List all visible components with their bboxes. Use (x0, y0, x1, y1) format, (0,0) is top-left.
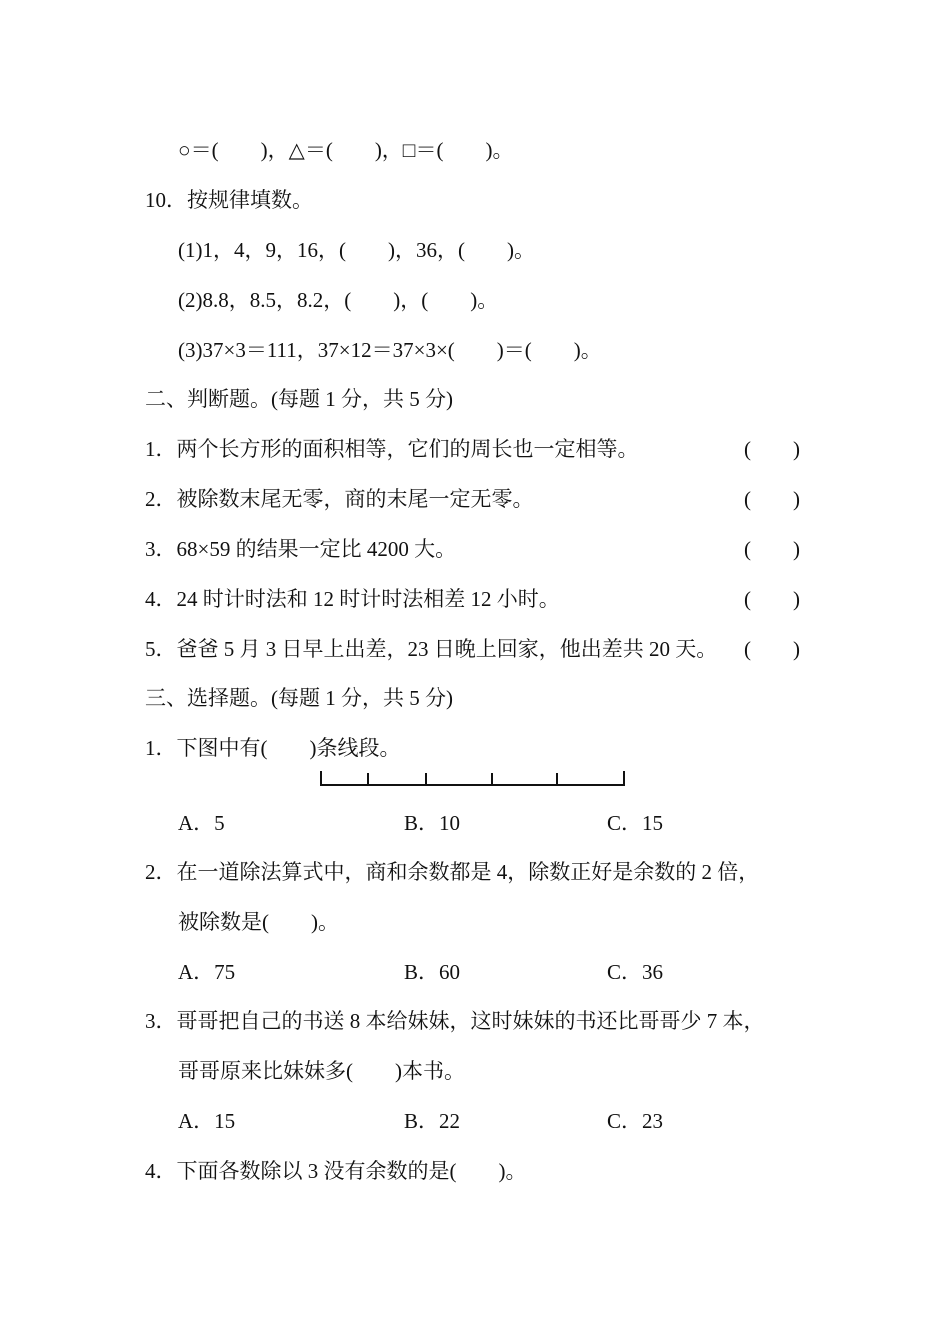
q1-option-a: A．5 (178, 811, 225, 835)
prev-question-answer-line: ○＝( )，△＝( )，□＝( )。 (178, 138, 514, 162)
judge-item-4-answer-paren: ( ) (744, 587, 800, 611)
section-2-heading: 二、判断题。(每题 1 分，共 5 分) (145, 387, 453, 411)
judge-item-2: 2．被除数末尾无零，商的末尾一定无零。 (145, 487, 534, 511)
section-3-heading: 三、选择题。(每题 1 分，共 5 分) (145, 686, 453, 710)
judge-item-5: 5．爸爸 5 月 3 日早上出差，23 日晚上回家，他出差共 20 天。 (145, 637, 718, 661)
judge-item-3-answer-paren: ( ) (744, 537, 800, 561)
q3-option-b: B．22 (404, 1109, 461, 1133)
question-10-item-3: (3)37×3＝111，37×12＝37×3×( )＝( )。 (178, 338, 602, 362)
question-10-item-1: (1)1，4，9，16，( )，36，( )。 (178, 238, 535, 262)
judge-item-1: 1．两个长方形的面积相等，它们的周长也一定相等。 (145, 437, 639, 461)
q2-option-b: B．60 (404, 960, 461, 984)
q3-option-a: A．15 (178, 1109, 236, 1133)
judge-item-5-answer-paren: ( ) (744, 637, 800, 661)
choice-question-3-line-1: 3．哥哥把自己的书送 8 本给妹妹，这时妹妹的书还比哥哥少 7 本， (145, 1009, 765, 1033)
choice-question-3-line-2: 哥哥原来比妹妹多( )本书。 (178, 1059, 465, 1083)
choice-question-2-line-2: 被除数是( )。 (178, 910, 339, 934)
judge-item-3: 3．68×59 的结果一定比 4200 大。 (145, 537, 457, 561)
q3-option-c: C．23 (607, 1109, 664, 1133)
q1-option-b: B．10 (404, 811, 461, 835)
choice-question-1: 1．下图中有( )条线段。 (145, 736, 401, 760)
choice-question-2-line-1: 2．在一道除法算式中，商和余数都是 4，除数正好是余数的 2 倍， (145, 860, 760, 884)
choice-question-4: 4．下面各数除以 3 没有余数的是( )。 (145, 1159, 527, 1183)
line-segment-figure (318, 766, 630, 790)
question-10-title: 10．按规律填数。 (145, 188, 313, 212)
judge-item-2-answer-paren: ( ) (744, 487, 800, 511)
judge-item-1-answer-paren: ( ) (744, 437, 800, 461)
q2-option-a: A．75 (178, 960, 236, 984)
judge-item-4: 4．24 时计时法和 12 时计时法相差 12 小时。 (145, 587, 560, 611)
q2-option-c: C．36 (607, 960, 664, 984)
question-10-item-2: (2)8.8，8.5，8.2，( )，( )。 (178, 288, 499, 312)
q1-option-c: C．15 (607, 811, 664, 835)
